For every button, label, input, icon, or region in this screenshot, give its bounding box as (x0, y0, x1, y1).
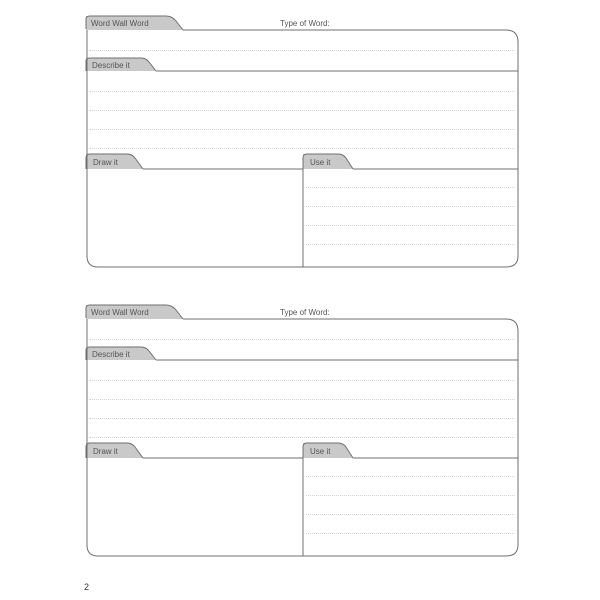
ruled-line (306, 225, 515, 227)
vocabulary-card-1 (86, 15, 519, 268)
describe-it-field[interactable] (88, 73, 516, 153)
ruled-line (89, 148, 515, 150)
word-wall-word-tab: Word Wall Word (91, 308, 149, 317)
use-it-field[interactable] (305, 171, 516, 265)
ruled-line (89, 380, 515, 382)
vocabulary-card-2 (86, 304, 519, 557)
ruled-line (89, 437, 515, 439)
ruled-line (89, 110, 515, 112)
ruled-line (306, 495, 515, 497)
ruled-line (306, 476, 515, 478)
word-wall-word-tab: Word Wall Word (91, 19, 149, 28)
ruled-line (89, 129, 515, 131)
ruled-line (306, 206, 515, 208)
ruled-line (89, 50, 515, 52)
word-wall-word-field[interactable] (88, 32, 516, 56)
ruled-line (89, 91, 515, 93)
ruled-line (306, 514, 515, 516)
draw-it-tab: Draw it (93, 447, 118, 456)
draw-it-area[interactable] (88, 171, 301, 265)
ruled-line (306, 533, 515, 535)
ruled-line (89, 339, 515, 341)
ruled-line (306, 187, 515, 189)
ruled-line (89, 399, 515, 401)
word-wall-word-field[interactable] (88, 321, 516, 345)
use-it-tab: Use it (310, 447, 331, 456)
draw-it-area[interactable] (88, 460, 301, 554)
type-of-word-label: Type of Word: (280, 308, 330, 317)
describe-it-field[interactable] (88, 362, 516, 442)
page-number: 2 (84, 582, 90, 592)
describe-it-tab: Describe it (92, 61, 130, 70)
type-of-word-label: Type of Word: (280, 19, 330, 28)
use-it-field[interactable] (305, 460, 516, 554)
describe-it-tab: Describe it (92, 350, 130, 359)
ruled-line (306, 244, 515, 246)
ruled-line (89, 418, 515, 420)
use-it-tab: Use it (310, 158, 331, 167)
draw-it-tab: Draw it (93, 158, 118, 167)
